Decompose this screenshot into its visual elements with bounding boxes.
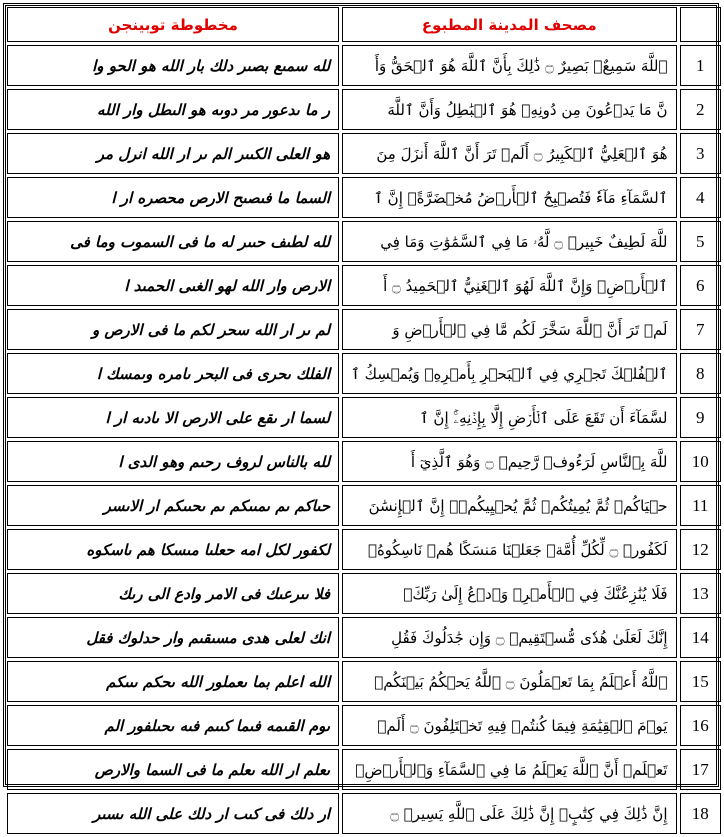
mushaf-line: للَّهَ بِٱلنَّاسِ لَرَءُوفٞ رَّحِيمٞ ۝ وَهُوَ ٱلَّذِيٓ أَ xyxy=(342,441,676,482)
table-row xyxy=(7,793,721,834)
comparison-table xyxy=(4,4,724,837)
manuscript-line: لم ىر ار الله سحر لكم ما فى الارص و xyxy=(7,309,339,350)
line-number: 3 xyxy=(680,133,722,174)
table-row xyxy=(7,617,721,658)
table-row xyxy=(7,353,721,394)
line-number: 6 xyxy=(680,265,722,306)
mushaf-line: إِنَّكَ لَعَلَىٰ هُدٗى مُّسۡتَقِيمٖ ۝ وَإِن جَٰدَلُوكَ فَقُلِ xyxy=(342,617,676,658)
line-number: 11 xyxy=(680,485,722,526)
manuscript-line: ر ما ىدعور مر دوىه هو الىطل وار الله xyxy=(7,89,339,130)
manuscript-line: السما ما فىصىح الارص محصره ار ا xyxy=(7,177,339,218)
manuscript-line: ار دلك فى كىٮ ار دلك على الله ىسىر xyxy=(7,793,339,834)
manuscript-line: لله لطىف حىىر له ما فى السموٮ وما فى xyxy=(7,221,339,262)
table-row xyxy=(7,749,721,790)
manuscript-line: الارص وار الله لهو الغىى الحمىد ا xyxy=(7,265,339,306)
manuscript-line: الله اعلم بما ىعملور الله ىحكم ىىىكم xyxy=(7,661,339,702)
mushaf-line: يَوۡمَ ٱلۡقِيَٰمَةِ فِيمَا كُنتُمۡ فِيهِ تَخۡتَلِفُونَ ۝ أَلَمۡ xyxy=(342,705,676,746)
line-number: 2 xyxy=(680,89,722,130)
manuscript-line: لكفور لكل امه حعلىا مىسكا هم ىاسكوه xyxy=(7,529,339,570)
table-body xyxy=(7,45,721,834)
table-row xyxy=(7,309,721,350)
table-row xyxy=(7,177,721,218)
mushaf-line: ٱلسَّمَآءِ مَآءٗ فَتُصۡبِحُ ٱلۡأَرۡضُ مُخۡضَرَّةًۚ إِنَّ ٱ xyxy=(342,177,676,218)
line-number: 4 xyxy=(680,177,722,218)
mushaf-line: تَعۡلَمۡ أَنَّ ٱللَّهَ يَعۡلَمُ مَا فِي ٱلسَّمَآءِ وَٱلۡأَرۡضِۚ xyxy=(342,749,676,790)
line-number: 14 xyxy=(680,617,722,658)
line-number: 17 xyxy=(680,749,722,790)
table-row xyxy=(7,705,721,746)
line-number: 15 xyxy=(680,661,722,702)
manuscript-column-header: مخطوطة توبينجن xyxy=(7,7,339,42)
manuscript-line: الفلك ىحرى فى البحر ىامره وىمسك ا xyxy=(7,353,339,394)
manuscript-line: ىعلم ار الله ىعلم ما فى السما والارص xyxy=(7,749,339,790)
line-number: 12 xyxy=(680,529,722,570)
number-column-header xyxy=(680,7,722,42)
manuscript-line: فلا ىىرعىك فى الامر وادع الى رىك xyxy=(7,573,339,614)
manuscript-line: انك لعلى هدى مسىقىم وار حدلوك فقل xyxy=(7,617,339,658)
line-number: 7 xyxy=(680,309,722,350)
line-number: 5 xyxy=(680,221,722,262)
mushaf-line: ٱللَّهُ أَعۡلَمُ بِمَا تَعۡمَلُونَ ۝ ٱللَّهُ يَحۡكُمُ بَيۡنَكُمۡ xyxy=(342,661,676,702)
mushaf-line: ٱلۡأَرۡضِۚ وَإِنَّ ٱللَّهَ لَهُوَ ٱلۡغَنِيُّ ٱلۡحَمِيدُ ۝ أَ xyxy=(342,265,676,306)
manuscript-line: حىاكم ىم ىمىىكم ىم ىحىىكم ار الاىسر xyxy=(7,485,339,526)
header-row xyxy=(7,7,721,42)
line-number: 10 xyxy=(680,441,722,482)
manuscript-line: لله سمىع بصىر دلك بار الله هو الحو وا xyxy=(7,45,339,86)
mushaf-line: إِنَّ ذَٰلِكَ فِي كِتَٰبٍۚ إِنَّ ذَٰلِكَ عَلَى ٱللَّهِ يَسِيرٞ ۝ xyxy=(342,793,676,834)
table-row xyxy=(7,265,721,306)
mushaf-line: لَمۡ تَرَ أَنَّ ٱللَّهَ سَخَّرَ لَكُم مَّا فِي ٱلۡأَرۡضِ وَ xyxy=(342,309,676,350)
table-row xyxy=(7,221,721,262)
line-number: 13 xyxy=(680,573,722,614)
mushaf-line: ٱلۡفُلۡكَ تَجۡرِي فِي ٱلۡبَحۡرِ بِأَمۡرِهِۦ وَيُمۡسِكُ ٱ xyxy=(342,353,676,394)
table-row xyxy=(7,397,721,438)
table-row xyxy=(7,661,721,702)
mushaf-line: نَّ مَا يَدۡعُونَ مِن دُونِهِۦ هُوَ ٱلۡبَٰطِلُ وَأَنَّ ٱللَّهَ xyxy=(342,89,676,130)
mushaf-line: حۡيَاكُمۡ ثُمَّ يُمِيتُكُمۡ ثُمَّ يُحۡيِيكُمۡۗ إِنَّ ٱلۡإِنسَٰنَ xyxy=(342,485,676,526)
line-number: 1 xyxy=(680,45,722,86)
table-row xyxy=(7,45,721,86)
line-number: 16 xyxy=(680,705,722,746)
table-row xyxy=(7,89,721,130)
mushaf-line: لسَّمَآءَ أَن تَقَعَ عَلَى ٱلۡأَرۡضِ إِلَّا بِإِذۡنِهِۦٓۚ إِنَّ ٱ xyxy=(342,397,676,438)
mushaf-line: فَلَا يُنَٰزِعُنَّكَ فِي ٱلۡأَمۡرِۚ وَٱدۡعُ إِلَىٰ رَبِّكَۖ xyxy=(342,573,676,614)
mushaf-line: للَّهَ لَطِيفٌ خَبِيرٞ ۝ لَّهُۥ مَا فِي ٱلسَّمَٰوَٰتِ وَمَا فِي xyxy=(342,221,676,262)
line-number: 8 xyxy=(680,353,722,394)
table-row xyxy=(7,441,721,482)
table-row xyxy=(7,529,721,570)
table-row xyxy=(7,133,721,174)
line-number: 18 xyxy=(680,793,722,834)
manuscript-line: ىوم القىمه فىما كىىم فىه ىحىلفور الم xyxy=(7,705,339,746)
manuscript-line: هو العلى الكىىر الم ىر ار الله انرل مر xyxy=(7,133,339,174)
line-number: 9 xyxy=(680,397,722,438)
mushaf-line: هُوَ ٱلۡعَلِيُّ ٱلۡكَبِيرُ ۝ أَلَمۡ تَرَ أَنَّ ٱللَّهَ أَنزَلَ مِنَ xyxy=(342,133,676,174)
manuscript-line: لسما ار ىقع على الارص الا ىادىه ار ا xyxy=(7,397,339,438)
manuscript-line: لله بالناس لروف رحىم وهو الدى ا xyxy=(7,441,339,482)
table-row xyxy=(7,485,721,526)
table-row xyxy=(7,573,721,614)
mushaf-column-header: مصحف المدينة المطبوع xyxy=(342,7,676,42)
mushaf-line: لَكَفُورٞ ۝ لِّكُلِّ أُمَّةٖ جَعَلۡنَا مَنسَكًا هُمۡ نَاسِكُوهُۖ xyxy=(342,529,676,570)
mushaf-line: ٱللَّهَ سَمِيعٌۢ بَصِيرٌ ۝ ذَٰلِكَ بِأَنَّ ٱللَّهَ هُوَ ٱلۡحَقُّ وَأَ xyxy=(342,45,676,86)
